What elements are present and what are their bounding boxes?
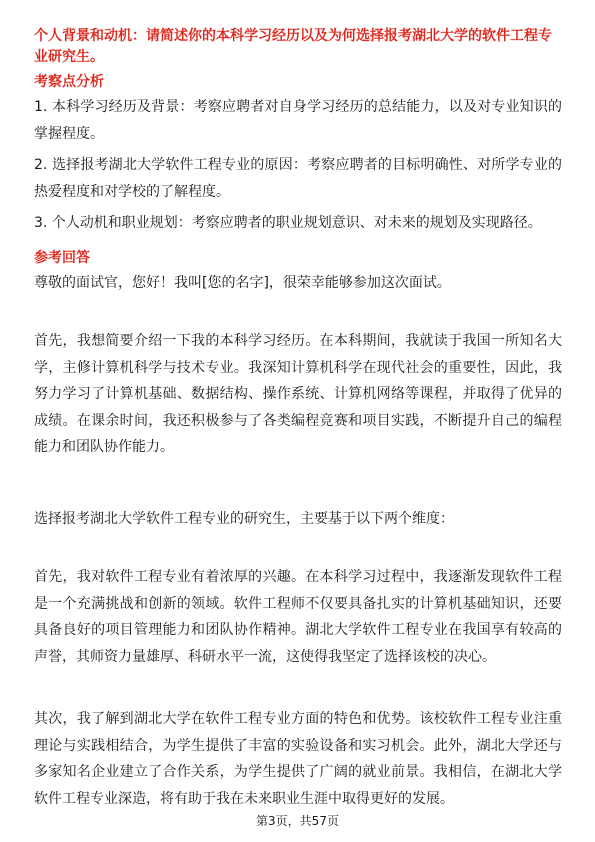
answer-paragraph-greeting: 尊敬的面试官，您好！我叫[您的名字]，很荣幸能够参加这次面试。 — [34, 275, 451, 291]
analysis-heading: 考察点分析 — [34, 74, 104, 90]
analysis-point-3: 3. 个人动机和职业规划：考察应聘者的职业规划意识、对未来的规划及实现路径。 — [34, 215, 542, 231]
answer-paragraph-background: 首先，我想简要介绍一下我的本科学习经历。在本科期间，我就读于我国一所知名大学，主修计算机科学与技术专业。我深知计算机科学在现代社会的重要性，因此，我努力学习了计算机基础、数据结构、操作系统、计算机网络等课程，并取得了优异的成绩。在课余时间，我还积极参与了各类编程竞赛和项目实践，不断提升自己的编程能力和团队协作能力。 — [34, 333, 562, 455]
answer-paragraph-intro: 选择报考湖北大学软件工程专业的研究生，主要基于以下两个维度： — [34, 511, 454, 527]
answer-paragraph-interest: 首先，我对软件工程专业有着浓厚的兴趣。在本科学习过程中，我逐渐发现软件工程是一个充满挑战和创新的领域。软件工程师不仅要具备扎实的计算机基础知识，还要具备良好的项目管理能力和团队协作精神。湖北大学软件工程专业在我国享有较高的声誉，其师资力量雄厚、科研水平一流，这使得我坚定了选择该校的决心。 — [34, 569, 562, 665]
analysis-point-1: 1. 本科学习经历及背景：考察应聘者对自身学习经历的总结能力，以及对专业知识的掌握程度。 — [34, 99, 562, 142]
answer-heading: 参考回答 — [34, 250, 90, 266]
page-number: 第3页，共57页 — [256, 814, 339, 828]
question-title: 个人背景和动机：请简述你的本科学习经历以及为何选择报考湖北大学的软件工程专业研究生。 — [34, 28, 552, 65]
analysis-point-2: 2. 选择报考湖北大学软件工程专业的原因：考察应聘者的目标明确性、对所学专业的热爱程度和对学校的了解程度。 — [34, 157, 562, 200]
answer-paragraph-advantages: 其次，我了解到湖北大学在软件工程专业方面的特色和优势。该校软件工程专业注重理论与实践相结合，为学生提供了丰富的实验设备和实习机会。此外，湖北大学还与多家知名企业建立了合作关系，为学生提供了广阔的就业前景。我相信，在湖北大学软件工程专业深造，将有助于我在未来职业生涯中取得更好的发展。 — [34, 711, 562, 807]
